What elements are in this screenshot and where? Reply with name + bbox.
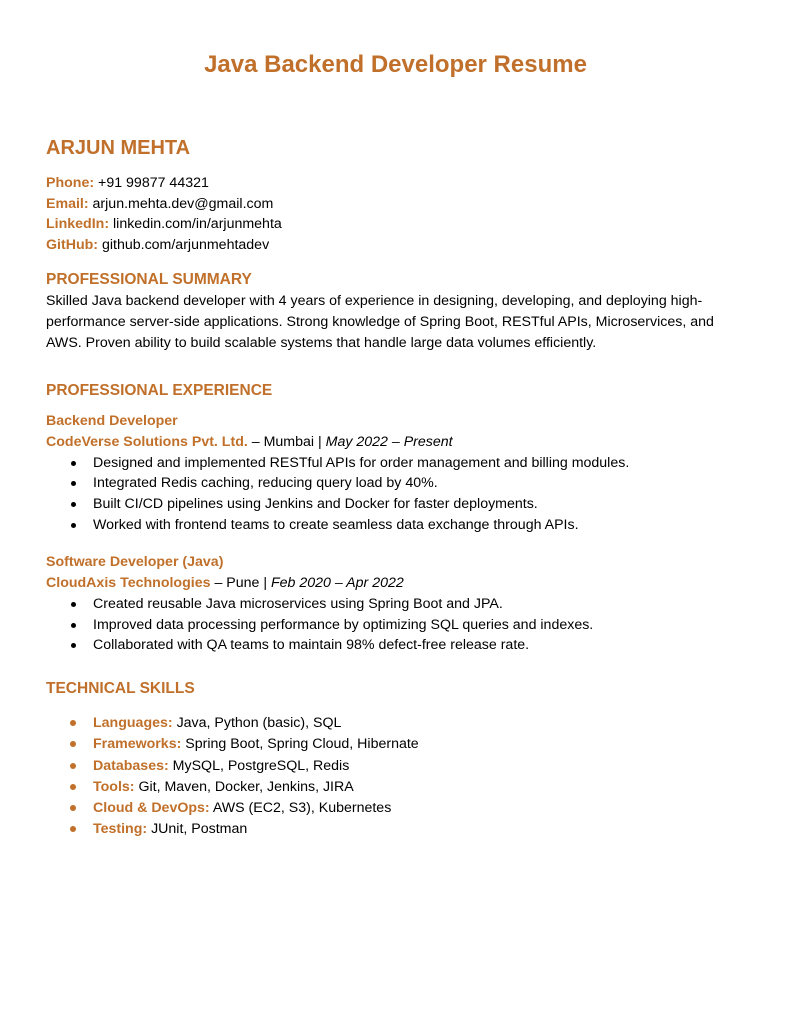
skill-value: MySQL, PostgreSQL, Redis	[168, 757, 350, 774]
job-bullet: Designed and implemented RESTful APIs for order management and billing modules.	[46, 453, 756, 474]
contact-github-value: github.com/arjunmehtadev	[101, 236, 270, 253]
contact-phone-label: Phone:	[46, 175, 95, 191]
job-bullets	[46, 594, 756, 656]
skill-value: AWS (EC2, S3), Kubernetes	[209, 800, 392, 817]
job-dates: Feb 2020 – Apr 2022	[270, 575, 404, 592]
skills-list	[46, 713, 756, 841]
job-title: Software Developer (Java)	[46, 554, 224, 571]
job-bullet: Integrated Redis caching, reducing query load by 40%.	[46, 473, 756, 494]
job-title: Backend Developer	[46, 413, 178, 429]
resume-content	[46, 134, 756, 841]
summary-heading: PROFESSIONAL SUMMARY	[46, 271, 252, 288]
contact-phone-value: +91 99877 44321	[98, 175, 209, 191]
contact-linkedin	[46, 214, 756, 235]
contact-email-label: Email:	[46, 195, 89, 212]
skill-item	[46, 777, 756, 798]
skill-value: Java, Python (basic), SQL	[172, 714, 342, 731]
skill-label: Databases:	[93, 757, 169, 774]
job-bullet: Built CI/CD pipelines using Jenkins and Docker for faster deployments.	[46, 494, 756, 515]
contact-linkedin-value: linkedin.com/in/arjunmehta	[113, 216, 282, 232]
job-bullets	[46, 453, 756, 536]
skill-label: Languages:	[93, 714, 173, 731]
job-bullet: Improved data processing performance by optimizing SQL queries and indexes.	[46, 615, 756, 636]
skill-label: Tools:	[93, 778, 135, 795]
skill-label: Cloud & DevOps:	[93, 800, 210, 817]
contact-email	[46, 194, 756, 215]
job-entry	[46, 411, 756, 535]
contact-block	[46, 173, 756, 255]
job-company: CloudAxis Technologies	[46, 575, 211, 592]
skill-label: Frameworks:	[93, 736, 182, 753]
job-bullet: Collaborated with QA teams to maintain 98% defect-free release rate.	[46, 635, 756, 656]
contact-github	[46, 235, 756, 256]
skill-item	[46, 798, 756, 819]
job-company-line	[46, 573, 756, 594]
contact-email-value: arjun.mehta.dev@gmail.com	[92, 195, 274, 212]
candidate-name: ARJUN MEHTA	[46, 137, 191, 159]
job-entry	[46, 552, 756, 656]
contact-phone	[46, 173, 756, 194]
summary-text: Skilled Java backend developer with 4 years of experience in designing, developing, and deploying high-performance server-side applications. Strong knowledge of Spring Boot, RESTful APIs, Microservices, and AWS. Proven ability to build scalable systems that handle large data volumes efficiently.	[46, 293, 714, 351]
skill-value: Git, Maven, Docker, Jenkins, JIRA	[134, 778, 354, 795]
job-dates: May 2022 – Present	[325, 434, 453, 450]
skill-item	[46, 713, 756, 734]
job-bullet: Worked with frontend teams to create seamless data exchange through APIs.	[46, 515, 756, 536]
job-company: CodeVerse Solutions Pvt. Ltd.	[46, 434, 248, 450]
job-company-line	[46, 432, 756, 453]
experience-heading: PROFESSIONAL EXPERIENCE	[46, 382, 273, 399]
contact-github-label: GitHub:	[46, 236, 99, 253]
skills-heading: TECHNICAL SKILLS	[46, 679, 195, 697]
skill-label: Testing:	[93, 821, 148, 838]
skill-item	[46, 734, 756, 755]
skill-item	[46, 756, 756, 777]
skill-item	[46, 819, 756, 840]
document-title: Java Backend Developer Resume	[204, 51, 587, 78]
job-location: – Pune |	[210, 575, 271, 592]
job-bullet: Created reusable Java microservices using Spring Boot and JPA.	[46, 594, 756, 615]
skill-value: JUnit, Postman	[147, 821, 248, 838]
contact-linkedin-label: LinkedIn:	[46, 216, 110, 232]
skill-value: Spring Boot, Spring Cloud, Hibernate	[181, 736, 419, 753]
job-location: – Mumbai |	[247, 434, 326, 450]
